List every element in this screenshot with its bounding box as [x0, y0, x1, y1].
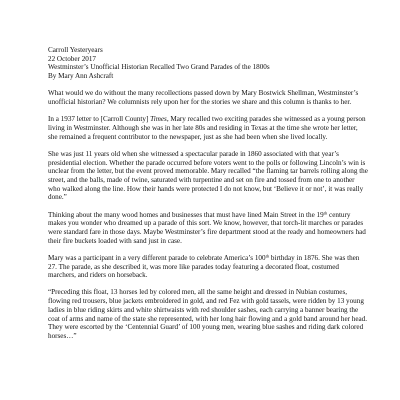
paragraph-5-rest: birthday in 1876. She was then 27. The parade, as she described it, was more like parades today featuring a decorated float, costumed marchers, and riders on horseback.	[48, 253, 360, 280]
paragraph-2-lead: In a 1937 letter to	[48, 115, 101, 124]
paragraph-2	[48, 115, 368, 141]
article-header	[48, 46, 368, 81]
column-name: Carroll Yesteryears	[48, 46, 103, 54]
paragraph-4-rest: century makes you wonder who dreamed up a parade of this sort. We know, however, that torch-lit marches or parades were standard fare in those days. Maybe Westminster’s fire department stood at the ready and homeowners had their fire buckets loaded with sand just in case.	[48, 210, 366, 245]
paragraph-2-bracket: [Carroll County]	[100, 115, 151, 124]
newspaper-name: Times	[150, 115, 167, 124]
article-title: Westminster’s Unofficial Historian Recalled Two Grand Parades of the 1800s	[48, 63, 270, 72]
document-page	[48, 46, 368, 341]
paragraph-1: What would we do without the many recollections passed down by Mary Bostwick Shellman, Westminster’s unofficial historian? We columnists rely upon her for the stories we share and this column is thanks to her.	[48, 89, 359, 107]
paragraph-2-rest: , Mary recalled two exciting parades she witnessed as a young person living in Westminster. Although she was in her late 80s and residing in Texas at the time she wrote her letter, she remained a frequent contributor to the newspaper, just as she had been when she lived locally.	[48, 115, 366, 141]
article-date: 22 October 2017	[48, 54, 96, 63]
paragraph-6: “Preceding this float, 13 horses led by colored men, all the same height and dressed in Nubian costumes, flowing red trousers, blue jackets embroidered in gold, and red Fez with gold tassels, were ridden by 13 young ladies in blue riding skirts and white shirtwaists with red shoulder sashes, each carrying a banner bearing the coat of arms and name of the state she represented, with her long hair flowing and a gold band around her head. They were escorted by the ‘Centennial Guard’ of 100 young men, wearing blue sashes and riding dark colored horses…”	[48, 288, 368, 340]
article-byline: By Mary Ann Ashcraft	[48, 72, 114, 81]
paragraph-5-lead: Mary was a participant in a very different parade to celebrate America’s 100	[48, 253, 266, 262]
paragraph-5	[48, 254, 368, 280]
ordinal-suffix: th	[323, 209, 328, 215]
paragraph-3: She was just 11 years old when she witnessed a spectacular parade in 1860 associated with that year’s presidential election. Whether the parade occurred before voters went to the polls or following Lincoln’s win is unclear from the letter, but the event proved memorable. Mary recalled “the flaming tar barrels rolling along the street, and the balls, made of twine, saturated with turpentine and set on fire and tossed from one to another who walked along the line. How their hands were protected I do not know, but ‘Believe it or not’, it was really done.”	[48, 149, 368, 202]
ordinal-suffix: th	[265, 253, 270, 259]
paragraph-4	[48, 211, 368, 246]
paragraph-4-lead: Thinking about the many wood homes and businesses that must have lined Main Street in the 19	[48, 210, 324, 219]
